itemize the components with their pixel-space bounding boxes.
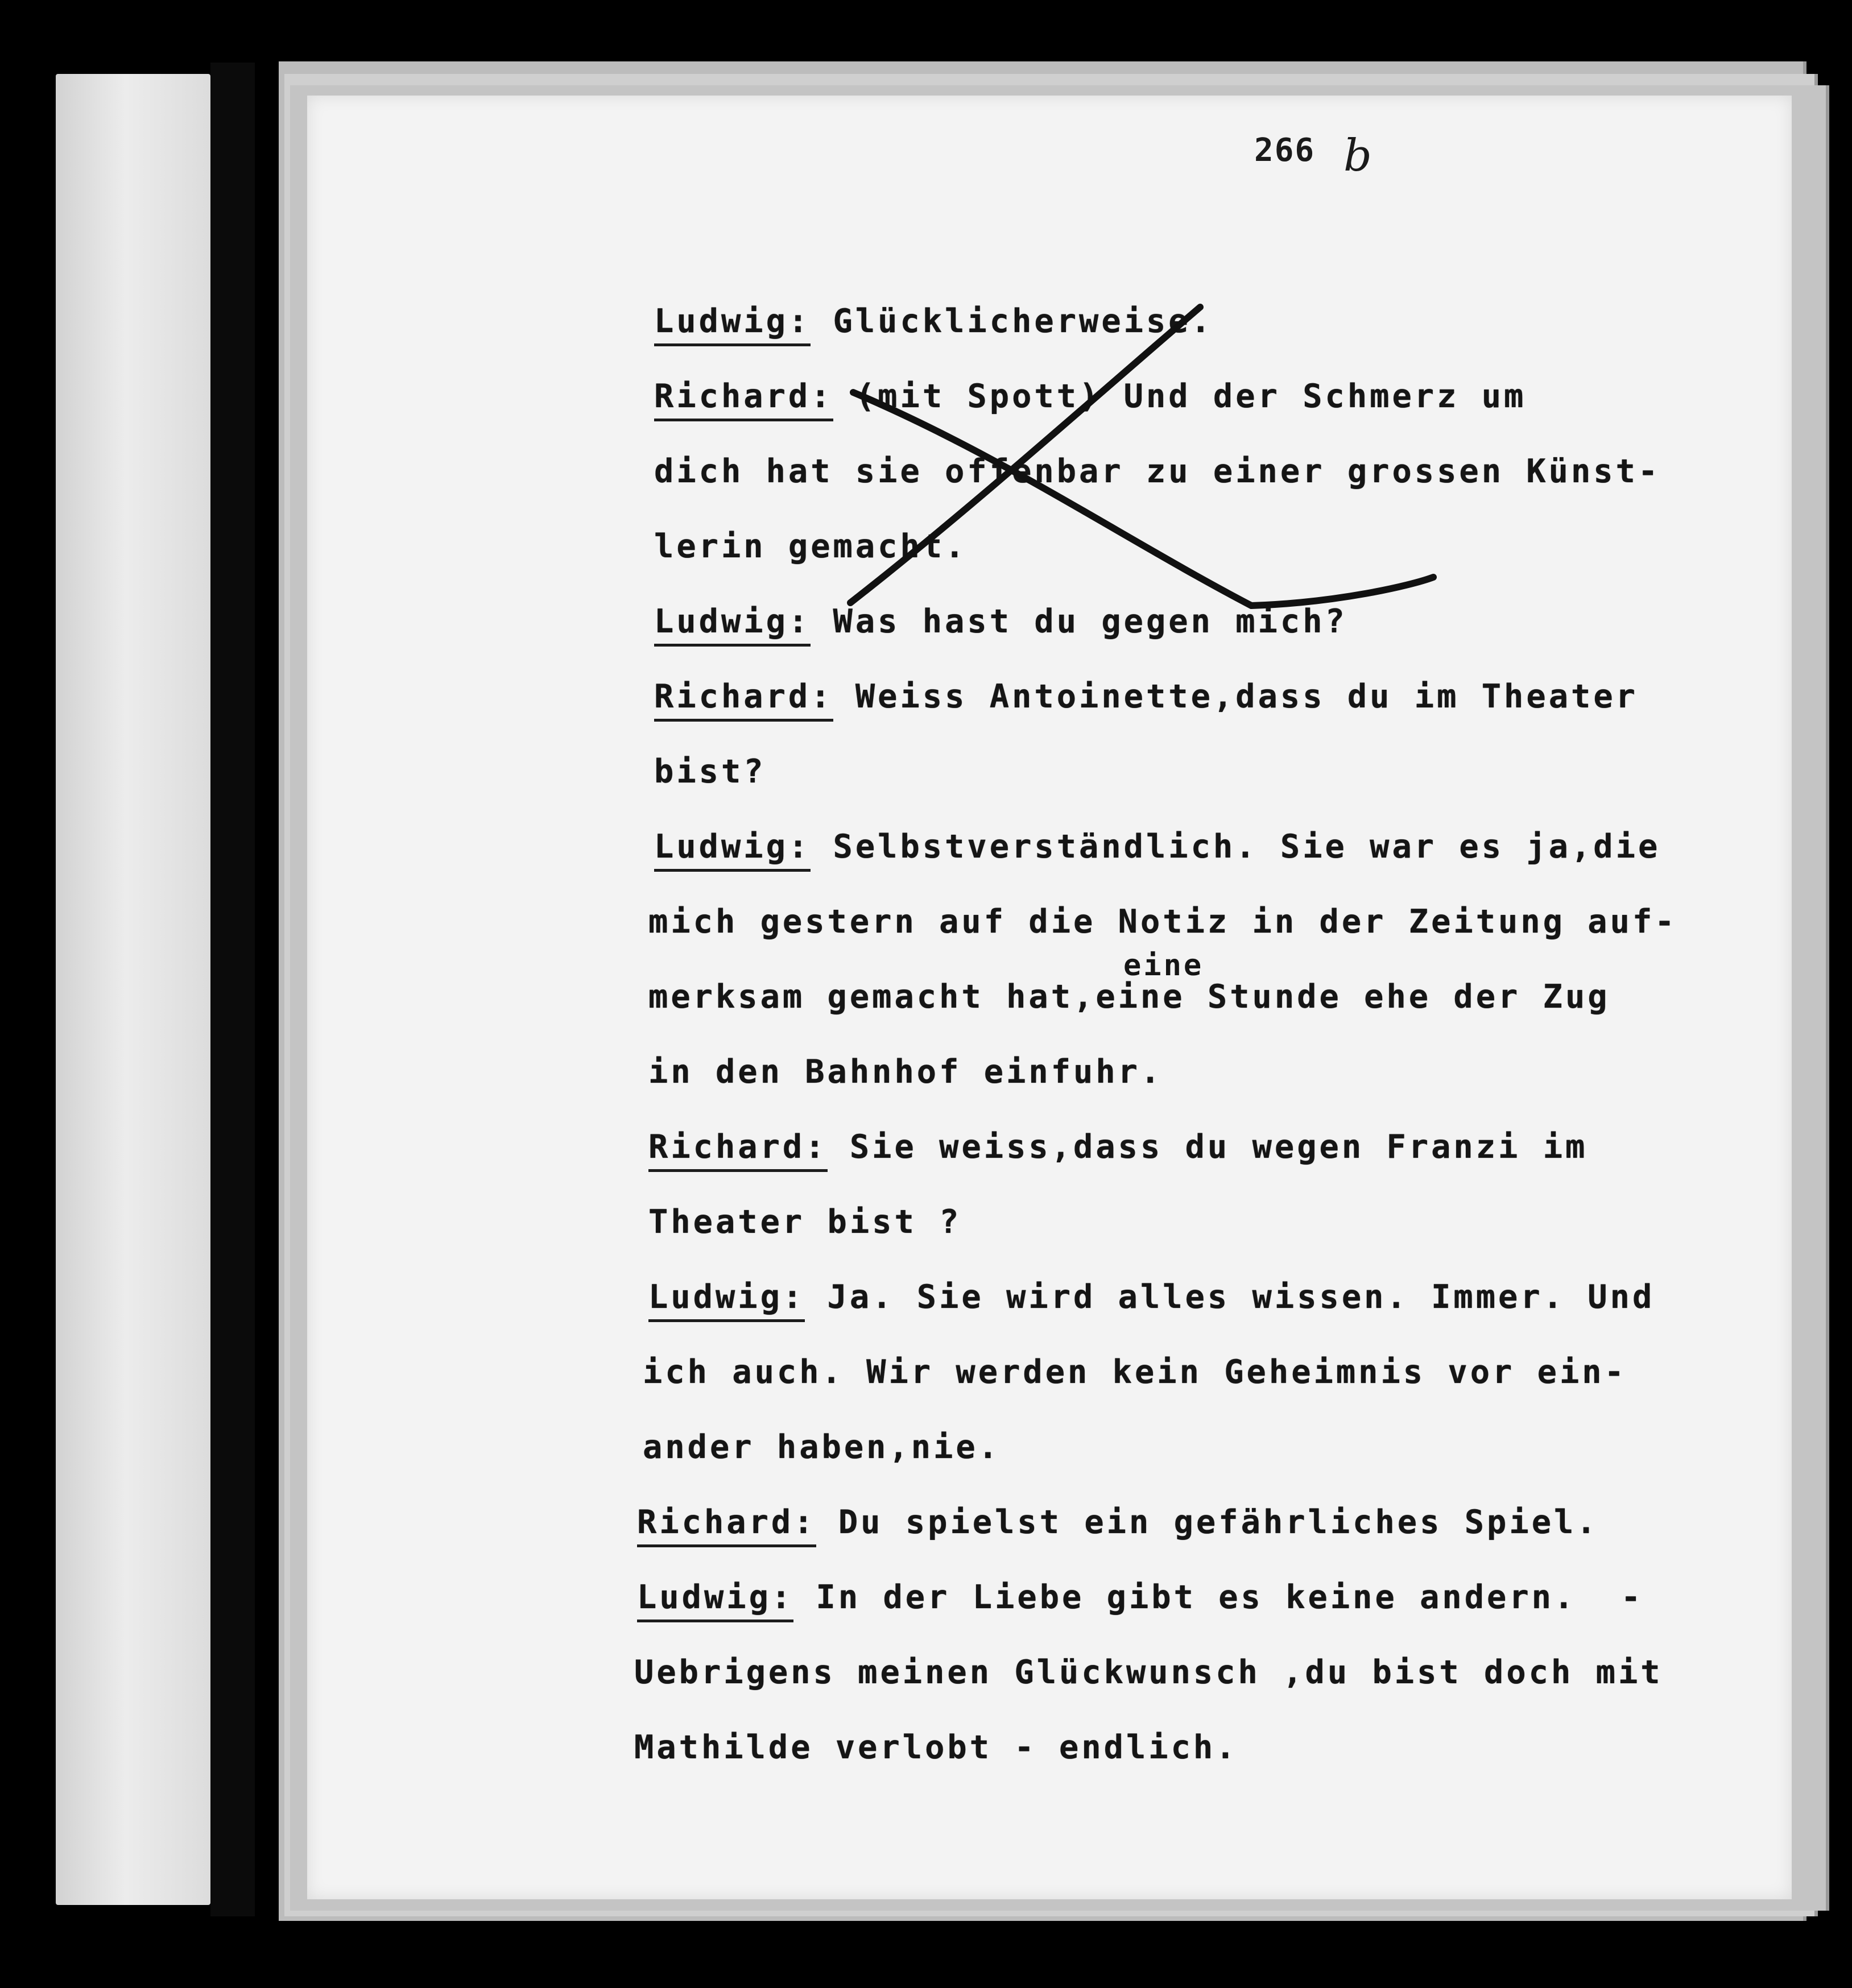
speaker-label: Richard: — [654, 376, 833, 421]
interlinear-insert: eine — [1123, 949, 1204, 983]
dialogue-line — [648, 902, 1677, 942]
speaker-label: Ludwig: — [648, 1277, 805, 1322]
dialogue-line — [654, 527, 967, 566]
dialogue-text: mich gestern auf die Notiz in der Zeitung auf- — [648, 903, 1677, 941]
dialogue-line — [654, 677, 1638, 722]
dialogue-line — [654, 376, 1526, 421]
dialogue-text: dich hat sie offenbar zu einer grossen Künst- — [654, 453, 1661, 490]
dialogue-text: Ja. Sie wird alles wissen. Immer. Und — [805, 1278, 1655, 1316]
dialogue-line — [648, 1052, 1163, 1092]
dialogue-line — [654, 827, 1660, 872]
dialogue-text: Glücklicherweise. — [811, 303, 1213, 340]
page-number: 266 — [1254, 132, 1316, 169]
speaker-label: Richard: — [654, 677, 833, 722]
dialogue-line — [634, 1652, 1663, 1692]
speaker-label: Ludwig: — [654, 827, 811, 872]
dialogue-text: Uebrigens meinen Glückwunsch ,du bist doch mit — [634, 1654, 1663, 1691]
dialogue-line — [648, 1127, 1588, 1172]
dialogue-line — [643, 1427, 1001, 1467]
dialogue-line — [648, 1277, 1655, 1322]
dialogue-text: (mit Spott) Und der Schmerz um — [833, 378, 1527, 415]
dialogue-line — [648, 1202, 961, 1242]
speaker-label: Ludwig: — [654, 602, 811, 647]
dialogue-line — [648, 977, 1610, 1017]
dialogue-text: Mathilde verlobt - endlich. — [634, 1729, 1238, 1766]
speaker-label: Ludwig: — [654, 301, 811, 346]
dialogue-line — [637, 1502, 1599, 1547]
dialogue-line — [637, 1577, 1643, 1622]
dialogue-text: Du spielst ein gefährliches Spiel. — [816, 1504, 1599, 1541]
page-letter: b — [1343, 131, 1372, 181]
speaker-label: Ludwig: — [637, 1577, 793, 1622]
dialogue-line — [654, 602, 1347, 647]
speaker-label: Richard: — [637, 1502, 816, 1547]
dialogue-line — [654, 752, 766, 792]
dialogue-text: ander haben,nie. — [643, 1428, 1001, 1466]
dialogue-text: in den Bahnhof einfuhr. — [648, 1053, 1163, 1091]
dialogue-text: bist? — [654, 753, 766, 790]
dialogue-text: Sie weiss,dass du wegen Franzi im — [827, 1128, 1588, 1166]
dialogue-text: Was hast du gegen mich? — [811, 603, 1347, 640]
dialogue-text: In der Liebe gibt es keine andern. - — [793, 1579, 1644, 1616]
dialogue-text: merksam gemacht hat,eine Stunde ehe der Zug — [648, 978, 1610, 1016]
dialogue-text: Theater bist ? — [648, 1203, 962, 1241]
dialogue-line — [654, 452, 1660, 491]
speaker-label: Richard: — [648, 1127, 828, 1172]
dialogue-text: Selbstverständlich. Sie war es ja,die — [811, 828, 1661, 865]
dialogue-text: Weiss Antoinette,dass du im Theater — [833, 678, 1638, 715]
dialogue-text: lerin gemacht. — [654, 528, 968, 565]
dialogue-text: ich auch. Wir werden kein Geheimnis vor ein- — [643, 1353, 1627, 1391]
dialogue-line — [643, 1352, 1627, 1392]
dialogue-line — [654, 301, 1213, 346]
dialogue-line — [634, 1728, 1238, 1767]
